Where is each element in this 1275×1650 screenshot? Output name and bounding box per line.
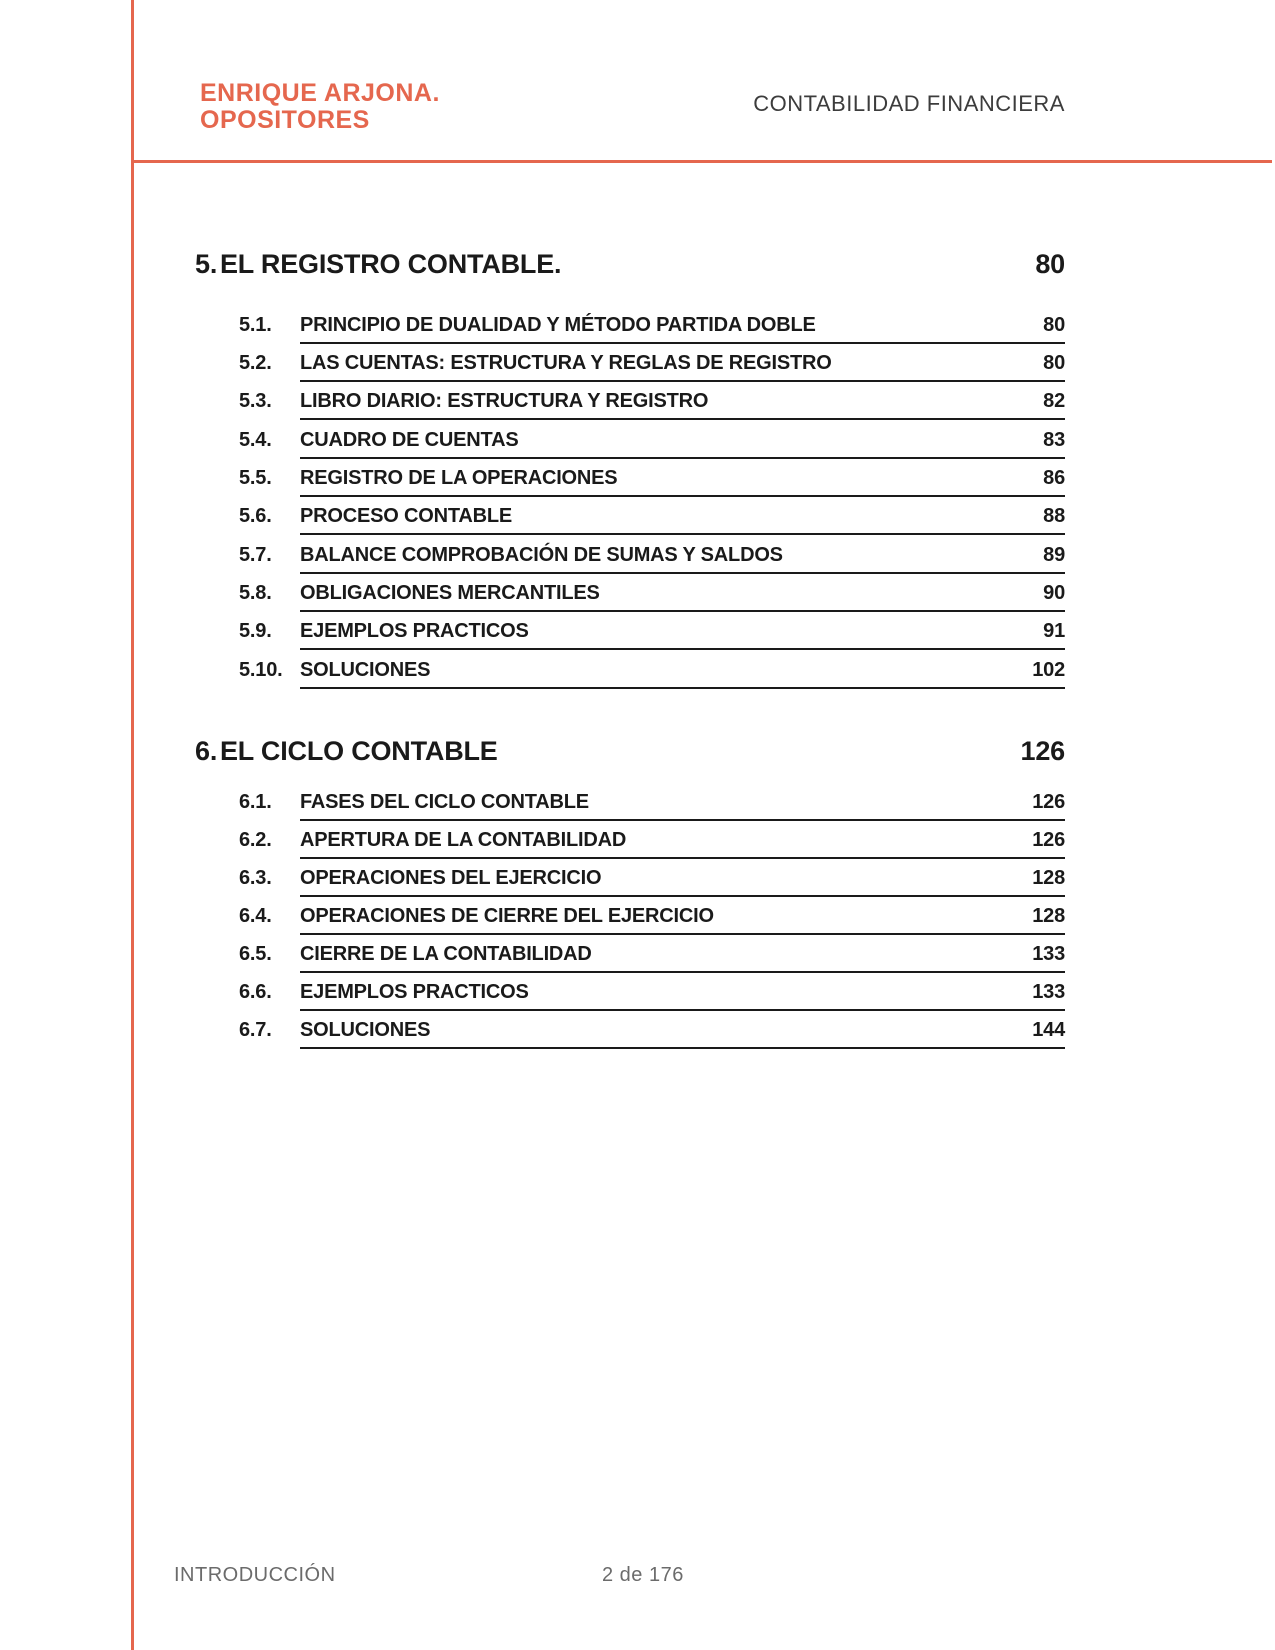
item-page-number: 88 [1043, 505, 1065, 527]
item-number: 5.7. [239, 544, 272, 566]
item-title: PROCESO CONTABLE [300, 505, 512, 527]
item-number: 5.3. [239, 390, 272, 412]
toc-item[interactable] [239, 580, 1065, 612]
document-title: CONTABILIDAD FINANCIERA [753, 91, 1065, 116]
item-title: SOLUCIONES [300, 1019, 431, 1041]
item-title: LAS CUENTAS: ESTRUCTURA Y REGLAS DE REGISTRO [300, 352, 832, 374]
left-margin-rule [131, 0, 134, 1650]
item-title: APERTURA DE LA CONTABILIDAD [300, 829, 627, 851]
item-number: 5.4. [239, 429, 272, 451]
section-title: EL CICLO CONTABLE [220, 736, 498, 766]
toc-item[interactable] [239, 979, 1065, 1011]
toc-item[interactable] [239, 941, 1065, 973]
item-page-number: 126 [1032, 829, 1065, 851]
footer-page-indicator: 2 de 176 [602, 1564, 684, 1586]
item-number: 5.10. [239, 659, 283, 681]
item-page-number: 133 [1032, 981, 1065, 1003]
section-number: 6. [195, 736, 218, 766]
item-page-number: 126 [1032, 791, 1065, 813]
toc-item[interactable] [239, 388, 1065, 420]
toc-item[interactable] [239, 827, 1065, 859]
item-page-number: 144 [1032, 1019, 1065, 1041]
section-page-number: 126 [1020, 736, 1065, 766]
item-number: 5.1. [239, 314, 272, 336]
item-page-number: 133 [1032, 943, 1065, 965]
item-title: PRINCIPIO DE DUALIDAD Y MÉTODO PARTIDA DOBLE [300, 314, 816, 336]
item-page-number: 82 [1043, 390, 1065, 412]
item-page-number: 80 [1043, 314, 1065, 336]
item-title: REGISTRO DE LA OPERACIONES [300, 467, 618, 489]
toc-item[interactable] [239, 350, 1065, 382]
toc-item[interactable] [239, 1017, 1065, 1049]
item-title: EJEMPLOS PRACTICOS [300, 620, 529, 642]
toc-item[interactable] [239, 865, 1065, 897]
item-page-number: 128 [1032, 867, 1065, 889]
toc-item[interactable] [239, 618, 1065, 650]
header-rule [131, 160, 1272, 163]
item-number: 6.1. [239, 791, 272, 813]
toc-section-heading[interactable] [195, 736, 1065, 766]
toc-item[interactable] [239, 903, 1065, 935]
item-page-number: 128 [1032, 905, 1065, 927]
item-title: EJEMPLOS PRACTICOS [300, 981, 529, 1003]
toc-section-heading[interactable] [195, 249, 1065, 279]
item-page-number: 86 [1043, 467, 1065, 489]
section-number: 5. [195, 249, 218, 279]
toc-item[interactable] [239, 312, 1065, 344]
toc-item[interactable] [239, 465, 1065, 497]
brand-logo [200, 80, 440, 134]
item-page-number: 80 [1043, 352, 1065, 374]
toc-item[interactable] [239, 542, 1065, 574]
toc-item[interactable] [239, 657, 1065, 689]
item-title: BALANCE COMPROBACIÓN DE SUMAS Y SALDOS [300, 544, 783, 566]
item-title: LIBRO DIARIO: ESTRUCTURA Y REGISTRO [300, 390, 709, 412]
item-title: CUADRO DE CUENTAS [300, 429, 519, 451]
footer-section-label: INTRODUCCIÓN [174, 1564, 336, 1586]
item-page-number: 83 [1043, 429, 1065, 451]
item-number: 6.7. [239, 1019, 272, 1041]
item-title: OPERACIONES DEL EJERCICIO [300, 867, 602, 889]
toc-item[interactable] [239, 789, 1065, 821]
item-title: SOLUCIONES [300, 659, 431, 681]
toc-item[interactable] [239, 427, 1065, 459]
item-title: OBLIGACIONES MERCANTILES [300, 582, 600, 604]
item-page-number: 91 [1043, 620, 1065, 642]
section-title: EL REGISTRO CONTABLE. [220, 249, 562, 279]
item-title: FASES DEL CICLO CONTABLE [300, 791, 589, 813]
item-number: 5.5. [239, 467, 272, 489]
item-number: 6.2. [239, 829, 272, 851]
brand-line1: ENRIQUE ARJONA. [200, 79, 440, 107]
item-number: 5.2. [239, 352, 272, 374]
item-number: 5.6. [239, 505, 272, 527]
item-page-number: 89 [1043, 544, 1065, 566]
section-page-number: 80 [1035, 249, 1065, 279]
item-page-number: 90 [1043, 582, 1065, 604]
item-page-number: 102 [1032, 659, 1065, 681]
item-title: OPERACIONES DE CIERRE DEL EJERCICIO [300, 905, 714, 927]
item-number: 6.6. [239, 981, 272, 1003]
item-number: 5.9. [239, 620, 272, 642]
item-title: CIERRE DE LA CONTABILIDAD [300, 943, 592, 965]
item-number: 5.8. [239, 582, 272, 604]
item-number: 6.4. [239, 905, 272, 927]
item-number: 6.5. [239, 943, 272, 965]
item-number: 6.3. [239, 867, 272, 889]
toc-item[interactable] [239, 503, 1065, 535]
brand-line2: OPOSITORES [200, 106, 370, 134]
